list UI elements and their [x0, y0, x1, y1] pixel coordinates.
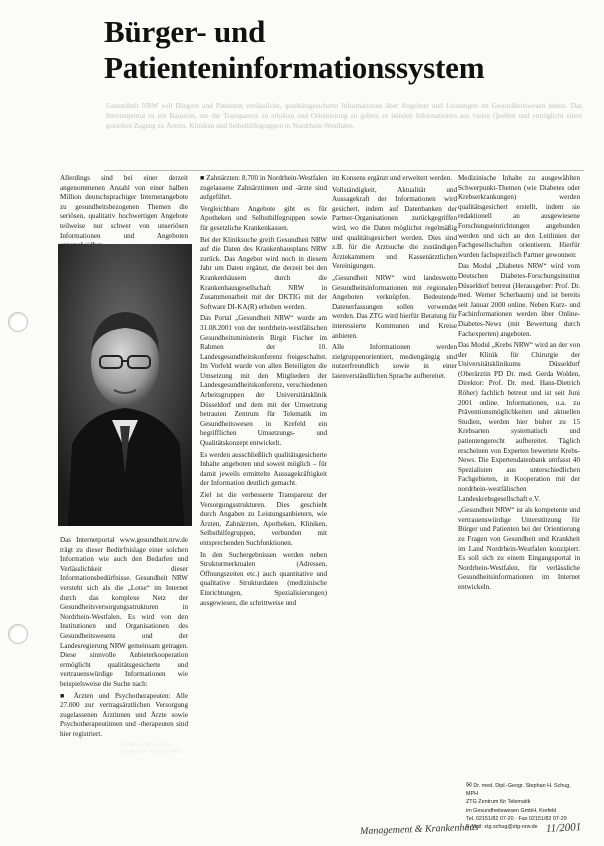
contact-name: [466, 782, 584, 798]
paragraph: „Gesundheit NRW“ ist als kompetente und vertrauenswürdige Unterstützung für Bürger und Patienten bei der Orientierung zu Fragen von Gesundheit und Krankheit im Land Nordrhein-Westfalen konzipiert. Es soll sich zu einem Eingangsportal in Nordrhein-Westfalen, für verlässliche Gesundheitsinformationen im Internet entwickeln.: [458, 506, 580, 591]
punch-hole: [8, 624, 28, 644]
divider: [104, 170, 584, 171]
title-line-2: Patienteninformationssystem: [104, 50, 485, 85]
paragraph: „Gesundheit NRW“ wird landesweite Gesundheitsinformationen mit regionalen Angeboten verknüpfen. Bedeutende Datenerfassungen sollen verwendet werden. Das ZTG wird hierfür Beratung für interessierte Kommunen und Kreise anbieten.: [332, 273, 457, 340]
paragraph: Bei der Kliniksuche greift Gesundheit NRW auf die Daten des Krankenhausplans NRW zurück. Das Angebot wird noch in diesem Jahr um Daten ergänzt, die derzeit bei den Krankenhäusern durch die Krankenhausgesellschaft NRW in Zusammenarbeit mit der DKTIG mit der Software DI-KA(R) erhoben werden.: [200, 235, 327, 311]
contact-org: ZTG Zentrum für Telematik: [466, 799, 531, 806]
paragraph: In den Suchergebnissen werden neben Strukturmerkmalen (Adressen, Öffnungszeiten etc.) auch quantitative und qualitative Strukturdaten (medizinische Einrichtungen, Spezialisierungen) ausgewiesen, die schrittweise und: [200, 550, 327, 607]
article-lead: Gesundheit NRW will Bürgern und Patienten verlässliche, qualitätsgesicherte Informationen über Angebote und Leistungen im Gesundheitswesen bieten. Das Internetportal ist ein Baustein, um die Transparenz zu erhöhen und Orientierung zu geben; es bündelt Informationen aus vielen Quellen und ermöglicht einen gezielten Zugang zu Ärzten, Kliniken und Selbsthilfegruppen in Nordrhein-Westfalen.: [106, 102, 582, 131]
paragraph: ■ Zahnärzten: 8.700 in Nordrhein-Westfalen zugelassene Zahnärztinnen und -ärzte sind aufgeführt.: [200, 174, 327, 202]
contact-email: E-Mail: ztg.schug@ztg-nrw.de: [466, 824, 538, 831]
handwritten-source-note: Management & Krankenhaus: [359, 821, 479, 838]
bullet-icon: ✉: [466, 782, 472, 789]
handwritten-date: 11/2001: [545, 821, 582, 835]
article-title: [104, 14, 584, 86]
paragraph: Medizinische Inhalte zu ausgewählten Schwerpunkt-Themen (wie Diabetes oder Krebserkrankungen) werden qualitätsgesichert erstellt, indem sie redaktionell an ausgewiesene Forschungseinrichtungen angebunden werden und sich an den Leitlinien der Fachgesellschaften orientieren. Hierfür wurden fachspezifisch Partner gewonnen:: [458, 174, 580, 259]
paragraph: Das Internetportal www.gesundheit.nrw.de trägt zu dieser Bedürfnislage einer solchen Information wie auch den Bedarfen und Verlässlichkeit dieser Informationsbedürfnisse. Gesundheit NRW versteht sich als die „Lotse“ im Internet durch das komplexe Netz der Gesundheitsversorgungsstrukturen in Nordrhein-Westfalen. Es wird von den Institutionen und Organisationen des Gesundheitswesens und der Landesregierung NRW gemeinsam getragen. Diese sinnvolle Anbieterkooperation ermöglicht qualitätsgesicherte und vertrauenswürdige Informationen wie beispielsweise die Suche nach:: [60, 536, 188, 688]
column-1-bottom: [60, 536, 188, 821]
paragraph: Alle Informationen werden zielgruppenorientiert, mediengängig und nutzerfreundlich sowie in einer laienverständlichen Sprache aufbereitet.: [332, 343, 457, 380]
portrait-image: [58, 244, 192, 526]
column-2: [200, 174, 327, 824]
contact-name-text: Dr. med. Dipl.-Geogr. Stephan H. Schug, MPH: [466, 783, 571, 798]
paragraph: Es werden ausschließlich qualitätsgesicherte Inhalte angeboten und soweit möglich – für damit jeweils ermittelte Aussagekräftigkeit der Information deutlich gemacht.: [200, 450, 327, 488]
paragraph: Vergleichbare Angebote gibt es für Apotheken und Selbsthilfegruppen sowie für gesetzliche Krankenkassen.: [200, 204, 327, 232]
column-3: [332, 174, 457, 604]
caption-line: Stephan H. Schug, MPH: [120, 749, 181, 755]
paragraph: Vollständigkeit, Aktualität und Aussagekraft der Informationen wird gesichert, indem auf Datenbanken der Partner-Organisationen zurückgegriffen wird, wo die Daten möglichst regelmäßig und qualitätsgesichert werden. Dies sind z.B. für die Arztsuche die zuständigen Ärztekammern und Kassenärztlichen Vereinigungen.: [332, 185, 457, 271]
caption-line: Dr. med. Dipl.-Geogr.: [120, 742, 173, 748]
contact-phone: Tel. 02151/82 07-20 · Fax 02151/82 07-29: [466, 815, 567, 822]
column-4: [458, 174, 580, 774]
paragraph: Das Modul „Krebs NRW“ wird an der von der Klinik für Chirurgie der Universitätsklinikums Düsseldorf (Oberärztin PD Dr. med. Gerda Wolden, Direktor: Prof. Dr. med. Hans-Dietrich Röher) fachlich betreut und ist seit Juni 2001 online. Informationen, u.a. zu Präventionsmöglichkeiten und aktuellen Studien, werden hier bisher zu 15 Krebsarten systematisch und patientengerecht aufbereitet. Täglich erscheinen von Experten bewertete Krebs-News. Die Expertendatenbank umfasst 40 Spezialisten aus unterschiedlichen Fachgebieten, in Kooperation mit der nordrhein-westfälischen Landeskrebsgesellschaft e.V.: [458, 341, 580, 503]
paragraph: ■ Ärzten und Psychotherapeuten: Alle 27.000 zur vertragsärztlichen Versorgung zugelassenen Ärztinnen und Ärzte sowie Psychotherapeutinnen und -therapeuten sind hier registriert.: [60, 691, 188, 738]
paragraph: im Konsens ergänzt und erweitert werden.: [332, 174, 453, 182]
paragraph: Das Modul „Diabetes NRW“ wird vom Deutschen Diabetes-Forschungsinstitut Düsseldorf betreut (Herausgeber: Prof. Dr. med. Werner Scherbaum) und ist bereits seit Januar 2000 online. Neben Kurz- und Fachinformationen werden über Online-Diabetes-News (mit Bewertung durch Fachexperten) angeboten.: [458, 262, 580, 338]
title-line-1: Bürger- und: [104, 14, 266, 49]
punch-hole: [8, 312, 28, 332]
column-1-top: Allerdings sind bei einer derzeit angenommenen Anzahl von einer halben Million deutschsprachiger Internetangebote zu gesundheitsbezogenen Themen die seriösen, qualitativ hochwertigen Angebote teilweise nur schwer von unseriösen Informationen und Angeboten: [60, 174, 188, 240]
contact-org-line2: im Gesundheitswesen GmbH, Krefeld: [466, 807, 557, 814]
paragraph: Das Portal „Gesundheit NRW“ wurde am 31.08.2001 von der nordrhein-westfälischen Gesundheitsministerin Birgit Fischer im Rahmen der 10. Landesgesundheitskonferenz freigeschaltet. Im Vorfeld wurde von allen Beteiligten die Umsetzung mit den Mitgliedern der Landesgesundheitskonferenz, verschiedenen Arbeitsgruppen der Universitätsklinik Düsseldorf und dem mit der Umsetzung betrauten Zentrum für Telematik im Gesundheitswesen in Krefeld ein begrifflichen Umsetzungs- und Qualitätskonzept entwickelt.: [200, 314, 327, 448]
paragraph: Ziel ist die verbesserte Transparenz der Versorgungsstrukturen. Dies geschieht durch Angaben zu Leistungsanbietern, wie Ärzten, Zahnärzten, Apotheken, Kliniken, Selbsthilfegruppen, verbunden mit entsprechenden Suchfunktionen.: [200, 491, 327, 547]
